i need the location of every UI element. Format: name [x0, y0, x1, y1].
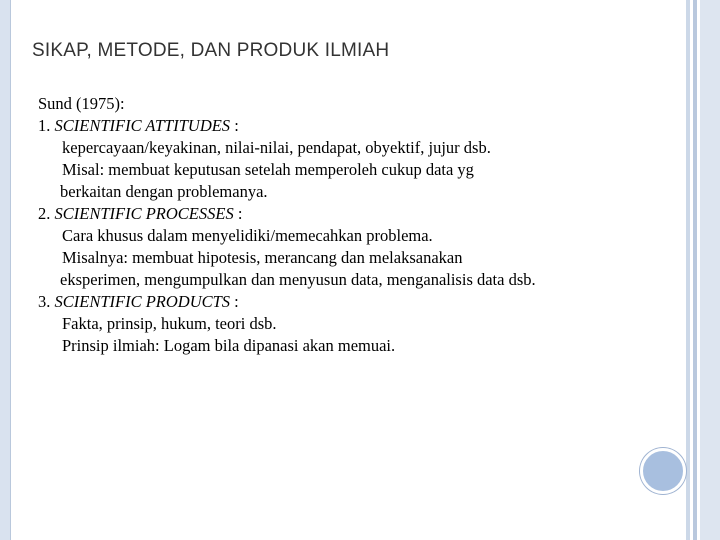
- section-2-title: SCIENTIFIC PROCESSES: [54, 204, 234, 223]
- section-3-title: SCIENTIFIC PRODUCTS: [54, 292, 231, 311]
- section-3-number: 3.: [38, 292, 51, 311]
- section-3-line-2: Prinsip ilmiah: Logam bila dipanasi akan memuai.: [62, 336, 396, 355]
- section-3-line-1: Fakta, prinsip, hukum, teori dsb.: [62, 314, 277, 333]
- right-frame-rule-2: [693, 0, 697, 540]
- slide-title: SIKAP, METODE, DAN PRODUK ILMIAH: [32, 40, 390, 61]
- section-2-line-1: Cara khusus dalam menyelidiki/memecahkan problema.: [62, 226, 433, 245]
- section-3-suffix: :: [230, 292, 239, 311]
- section-1-heading: [38, 115, 683, 137]
- section-3-heading: [38, 291, 683, 313]
- section-2-heading: [38, 203, 683, 225]
- section-1-line-1: kepercayaan/keyakinan, nilai-nilai, pendapat, obyektif, jujur dsb.: [62, 138, 491, 157]
- section-2-number: 2.: [38, 204, 51, 223]
- section-1-title: SCIENTIFIC ATTITUDES: [54, 116, 231, 135]
- slide-body: [38, 93, 683, 357]
- right-frame-rule-3: [700, 0, 720, 540]
- section-1-line-3: berkaitan dengan problemanya.: [60, 182, 268, 201]
- section-2-suffix: :: [233, 204, 243, 223]
- source-citation: Sund (1975):: [38, 94, 125, 113]
- section-1-number: 1.: [38, 116, 51, 135]
- section-2-line-3: eksperimen, mengumpulkan dan menyusun data, menganalisis data dsb.: [60, 270, 536, 289]
- section-1-line-2: Misal: membuat keputusan setelah memperoleh cukup data yg: [62, 160, 474, 179]
- left-frame-rule: [0, 0, 11, 540]
- decorative-circle: [640, 448, 686, 494]
- right-frame-rule-1: [686, 0, 690, 540]
- section-1-suffix: :: [230, 116, 239, 135]
- section-2-line-2: Misalnya: membuat hipotesis, merancang dan melaksanakan: [62, 248, 463, 267]
